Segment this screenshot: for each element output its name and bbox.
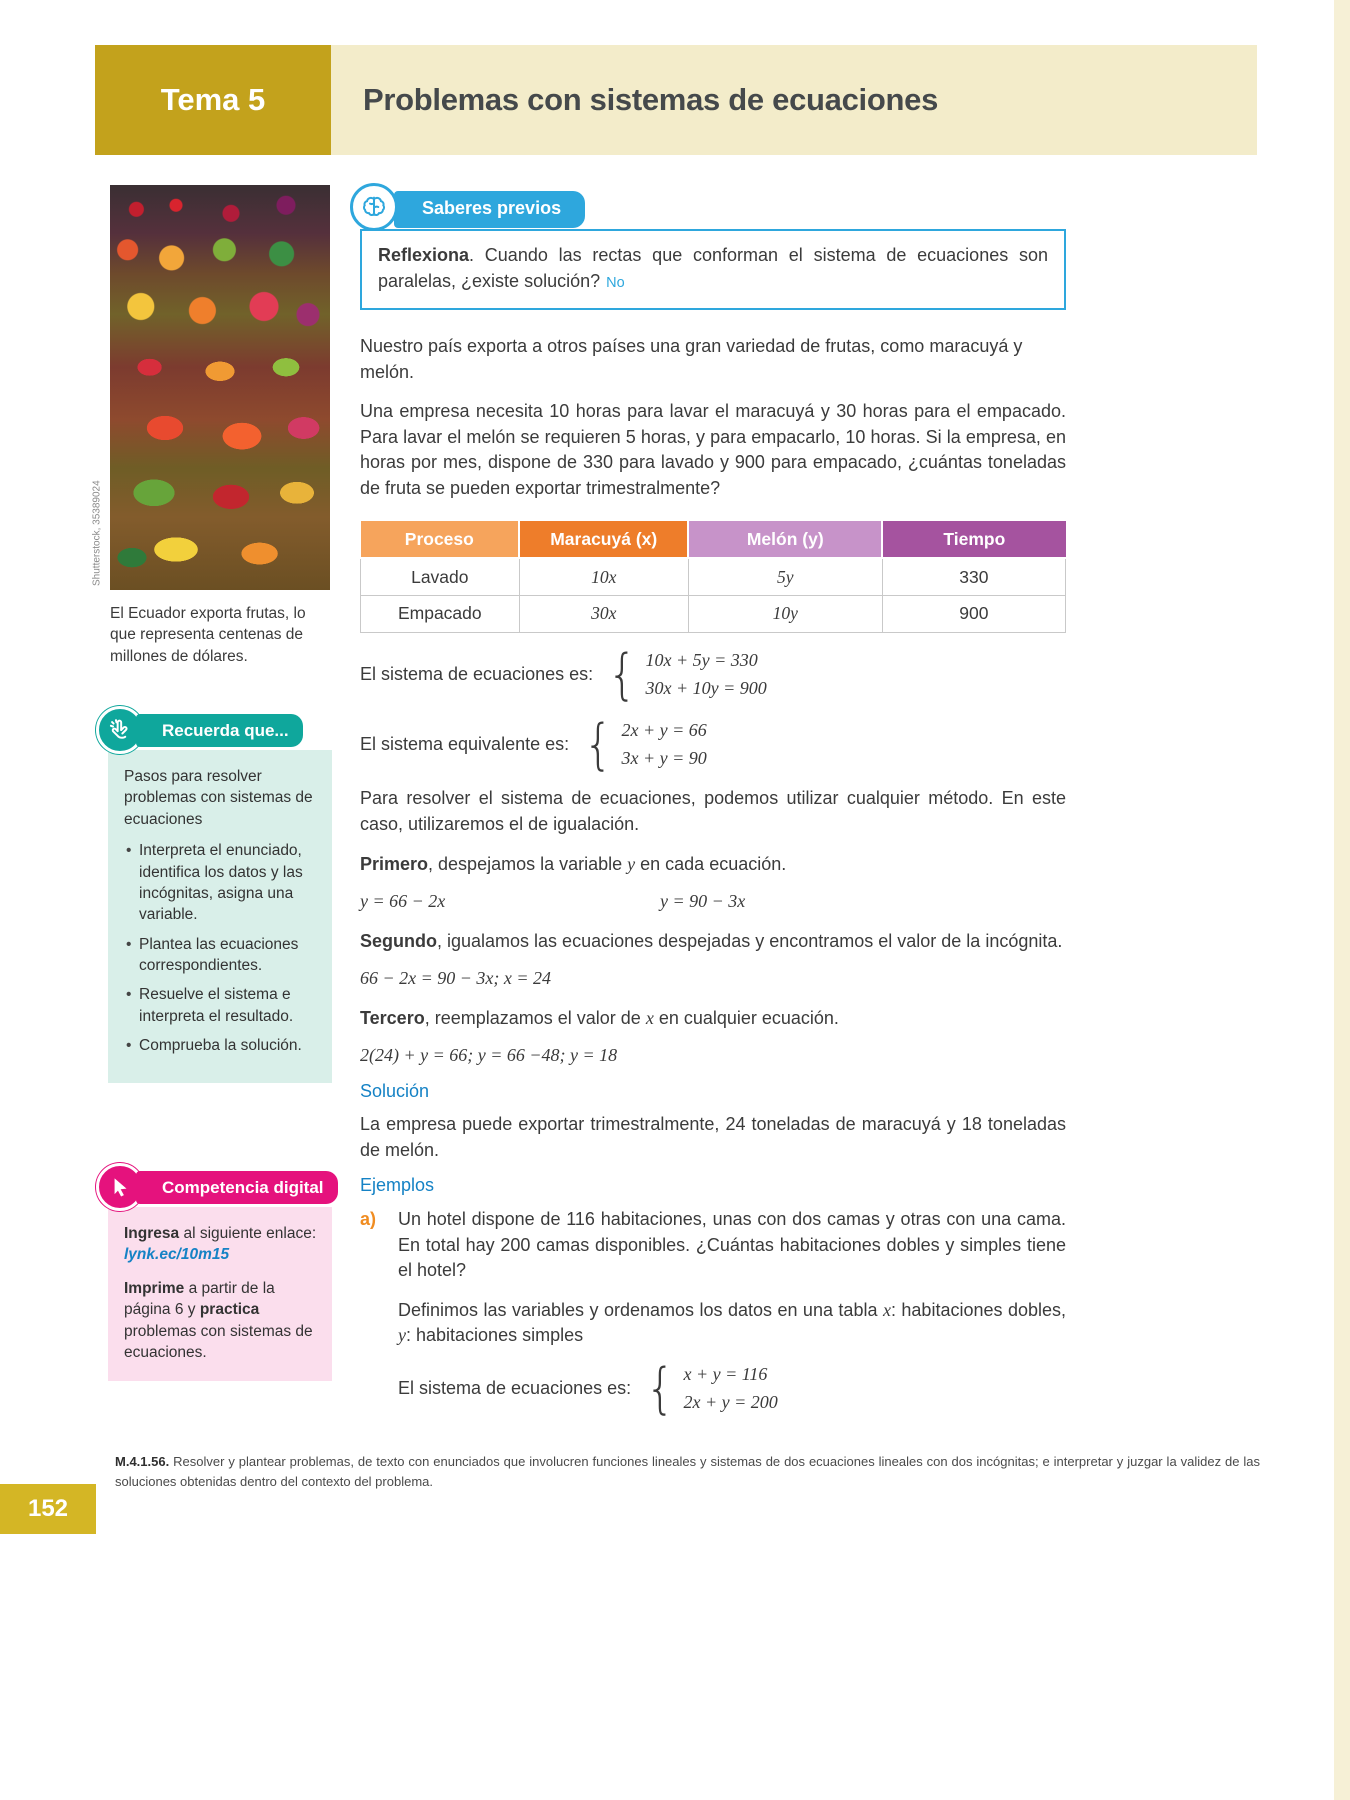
list-item-text: Interpreta el enunciado, identifica los datos y las incógnitas, asigna una variable. [139, 842, 303, 924]
system-label: El sistema de ecuaciones es: [398, 1377, 632, 1398]
reflexiona-answer: No [606, 274, 625, 291]
text: en cada ecuación. [635, 853, 787, 874]
table-cell: 30x [519, 595, 688, 632]
competencia-body [108, 1207, 332, 1381]
table-header-row [361, 520, 1066, 558]
text: , igualamos las ecuaciones despejadas y encontramos el valor de la incógnita. [437, 930, 1063, 951]
text: . Cuando las rectas que conforman el sistema de ecuaciones son paralelas, ¿existe solución? [378, 245, 1048, 291]
photo-caption: El Ecuador exporta frutas, lo que representa centenas de millones de dólares. [110, 605, 306, 665]
math-var: y [627, 853, 636, 874]
equation-system-1 [360, 647, 1066, 703]
curriculum-text: Resolver y plantear problemas, de texto con enunciados que involucren funciones lineales y sistemas de dos ecuaciones lineales con dos incógnitas; e interpretar y juzgar la validez de las soluciones obtenidas dentro del contexto del problema. [115, 1454, 1260, 1489]
text: al siguiente enlace: [179, 1225, 317, 1242]
reflexiona-text [378, 243, 1048, 294]
process-table [360, 519, 1066, 633]
recuerda-intro: Pasos para resolver problemas con sistemas de ecuaciones [124, 768, 313, 828]
system-label: El sistema equivalente es: [360, 733, 570, 754]
math-var: x [645, 1007, 654, 1028]
tema-label: Tema 5 [160, 82, 266, 117]
recuerda-list [124, 840, 320, 1056]
recuerda-title: Recuerda que... [136, 714, 303, 747]
table-cell: Empacado [361, 595, 520, 632]
equation: x + y = 116 [683, 1363, 768, 1384]
bold-text: practica [199, 1301, 260, 1319]
solucion-label: Solución [360, 1080, 430, 1101]
page-number: 152 [0, 1484, 96, 1534]
competencia-header [108, 1163, 332, 1211]
list-item [124, 840, 320, 926]
recuerda-box [108, 706, 332, 1083]
table-row [361, 595, 1066, 632]
bold-text: Imprime [124, 1279, 185, 1297]
brace-glyph [605, 649, 639, 700]
brace-glyph [581, 719, 615, 770]
equation: 3x + y = 90 [621, 747, 707, 768]
brace-glyph [643, 1363, 677, 1414]
list-item [124, 984, 320, 1027]
text: : habitaciones dobles, [890, 1299, 1066, 1320]
fruit-market-photo [110, 185, 330, 590]
bold-text: Reflexiona [378, 245, 470, 265]
equation: 30x + 10y = 900 [645, 677, 767, 698]
table-cell: 900 [882, 595, 1065, 632]
table-cell: 5y [688, 558, 882, 595]
list-item [124, 1035, 320, 1056]
bold-text: Primero [360, 853, 429, 874]
equation: 10x + 5y = 330 [645, 649, 758, 670]
recuerda-body [108, 750, 332, 1083]
curriculum-footnote [115, 1452, 1260, 1491]
bold-text: Ingresa [124, 1225, 180, 1242]
equation: 2x + y = 200 [683, 1391, 778, 1412]
example-body [398, 1207, 1066, 1417]
solucion-text: La empresa puede exportar trimestralmente, 24 toneladas de maracuyá y 18 toneladas de melón. [360, 1114, 1066, 1160]
competencia-line1 [124, 1223, 320, 1266]
text: , reemplazamos el valor de [424, 1007, 646, 1028]
paragraph-method: Para resolver el sistema de ecuaciones, podemos utilizar cualquier método. En este caso, utilizaremos el de igualación. [360, 788, 1066, 834]
step-segundo [360, 929, 1066, 955]
table-header-cell: Proceso [361, 520, 520, 558]
recuerda-header [108, 706, 332, 754]
saberes-previos-header [360, 185, 1066, 227]
saberes-previos-badge: Saberes previos [394, 191, 585, 228]
equation-line: 66 − 2x = 90 − 3x; x = 24 [360, 968, 552, 989]
equation: y = 66 − 2x [360, 891, 446, 912]
system-equations [621, 717, 706, 773]
lynk-link[interactable]: lynk.ec/10m15 [124, 1246, 230, 1264]
system-label: El sistema de ecuaciones es: [360, 663, 594, 684]
table-cell: 10x [519, 558, 688, 595]
text: problemas con sistemas de ecuaciones. [124, 1322, 313, 1361]
competencia-digital-box [108, 1163, 332, 1381]
paragraph-intro: Nuestro país exporta a otros países una gran variedad de frutas, como maracuyá y melón. [360, 336, 1023, 382]
text: , despejamos la variable [428, 853, 628, 874]
table-header-cell: Maracuyá (x) [519, 520, 688, 558]
list-item [124, 934, 320, 977]
table-cell: Lavado [361, 558, 520, 595]
text: a partir de la página 6 y [124, 1279, 275, 1319]
paragraph-problem: Una empresa necesita 10 horas para lavar el maracuyá y 30 horas para el empacado. Para lavar el melón se requieren 5 horas, y para empacarlo, 10 horas. Si la empresa, en horas por mes, dispone de 330 para lavado y 900 para empacado, ¿cuántas toneladas de fruta se pueden exportar trimestralmente? [360, 401, 1066, 498]
text: : habitaciones simples [406, 1325, 584, 1346]
math-var: y [398, 1325, 406, 1346]
text: Definimos las variables y ordenamos los datos en una tabla [398, 1299, 883, 1320]
system-equations [645, 647, 766, 703]
main-content [360, 185, 1066, 1417]
photo-credit: Shutterstock, 35389024 [91, 480, 103, 586]
brain-icon [350, 183, 398, 231]
step-primero [360, 852, 1066, 878]
equation-pair [360, 889, 1066, 915]
bold-text: Segundo [360, 930, 437, 951]
reflexiona-box [360, 229, 1066, 310]
curriculum-code: M.4.1.56. [115, 1454, 170, 1469]
text: en cualquier ecuación. [653, 1007, 839, 1028]
step-tercero [360, 1006, 1066, 1032]
equation-system-2 [360, 717, 1066, 773]
table-header-cell: Tiempo [882, 520, 1065, 558]
system-equations [683, 1361, 777, 1417]
page-edge-strip [1334, 0, 1350, 1800]
equation: 2x + y = 66 [621, 719, 707, 740]
math-var: x [882, 1299, 891, 1320]
bold-text: Tercero [360, 1007, 425, 1028]
page-title: Problemas con sistemas de ecuaciones [363, 82, 939, 117]
list-item-text: Plantea las ecuaciones correspondientes. [139, 935, 299, 974]
table-row [361, 558, 1066, 595]
equation-system-example [398, 1361, 1066, 1417]
header-band [95, 45, 1257, 155]
competencia-line2 [124, 1278, 320, 1364]
example-marker: a) [360, 1209, 377, 1229]
example-a [360, 1207, 1066, 1417]
list-item-text: Comprueba la solución. [139, 1037, 302, 1055]
table-header-cell: Melón (y) [688, 520, 882, 558]
equation-line: 2(24) + y = 66; y = 66 −48; y = 18 [360, 1045, 618, 1066]
table-cell: 10y [688, 595, 882, 632]
competencia-title: Competencia digital [136, 1171, 338, 1204]
list-item-text: Resuelve el sistema e interpreta el resultado. [139, 986, 294, 1025]
equation: y = 90 − 3x [660, 891, 746, 912]
tema-badge [95, 45, 331, 155]
table-cell: 330 [882, 558, 1065, 595]
ejemplos-label: Ejemplos [360, 1175, 435, 1196]
example-definition [398, 1298, 1066, 1349]
example-text: Un hotel dispone de 116 habitaciones, unas con dos camas y otras con una cama. En total hay 200 camas disponibles. ¿Cuántas habitaciones dobles y simples tiene el hotel? [398, 1209, 1066, 1281]
